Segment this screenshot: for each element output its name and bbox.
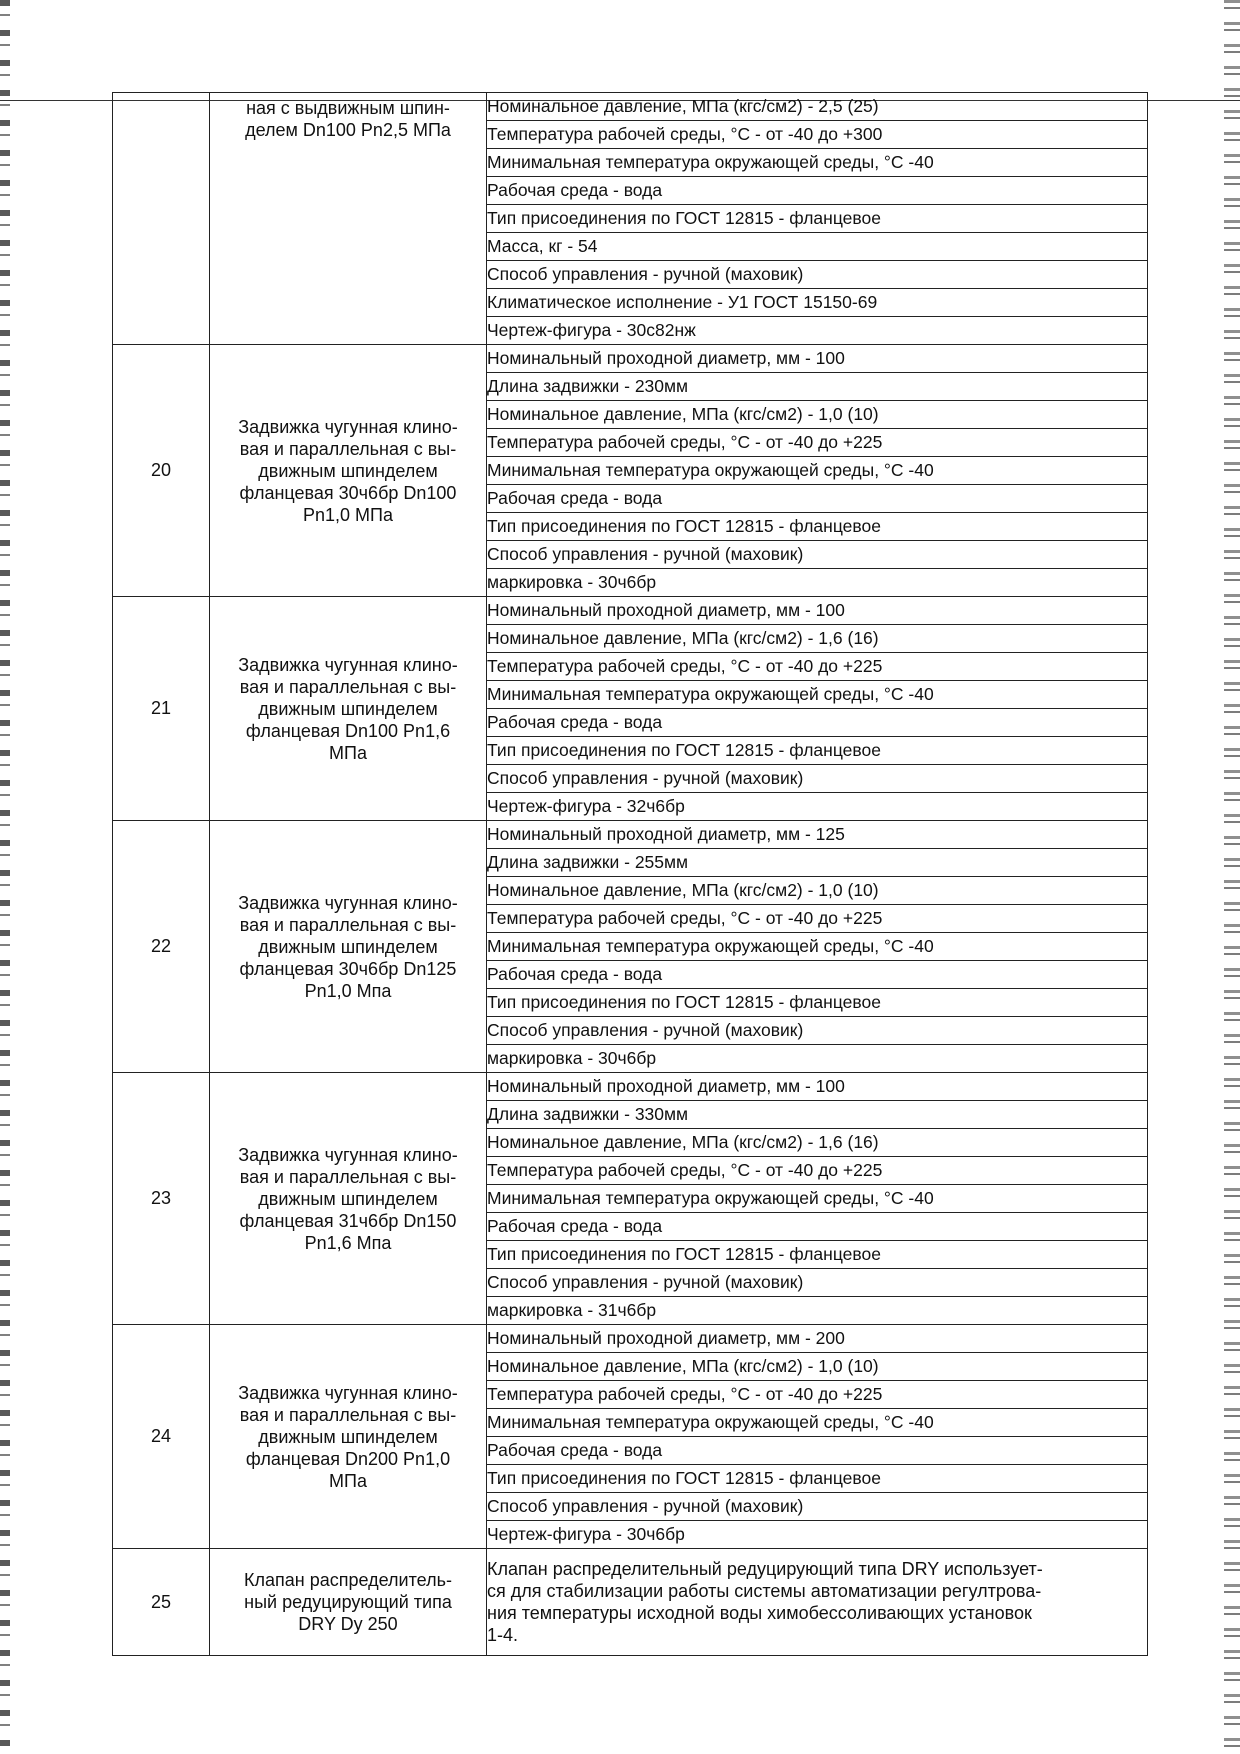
item-parameter: Способ управления - ручной (маховик) (487, 1017, 1148, 1045)
scan-edge-left (0, 0, 10, 1754)
item-parameter: Рабочая среда - вода (487, 961, 1148, 989)
item-parameter: Температура рабочей среды, °С - от -40 до +225 (487, 905, 1148, 933)
item-parameter: Чертеж-фигура - 30ч6бр (487, 1521, 1148, 1549)
item-parameter: Длина задвижки - 230мм (487, 373, 1148, 401)
item-name: Задвижка чугунная клино- вая и параллельная с вы- движным шпинделем фланцевая Dn100 Pn1,6 МПа (210, 597, 487, 821)
item-parameter: Температура рабочей среды, °С - от -40 до +225 (487, 429, 1148, 457)
item-number: 25 (113, 1549, 210, 1656)
item-parameter: Температура рабочей среды, °С - от -40 до +225 (487, 1381, 1148, 1409)
item-description: Клапан распределительный редуцирующий типа DRY использует- ся для стабилизации работы системы автоматизации регултрова- ния температуры исходной воды химобессоливающих установок 1-4. (487, 1549, 1148, 1656)
item-parameter: Номинальный проходной диаметр, мм - 100 (487, 345, 1148, 373)
table-row (113, 1073, 1148, 1101)
item-name: Задвижка чугунная клино- вая и параллельная с вы- движным шпинделем фланцевая 30ч6бр Dn100 Pn1,0 МПа (210, 345, 487, 597)
item-parameter: Климатическое исполнение - У1 ГОСТ 15150-69 (487, 289, 1148, 317)
item-parameter: Тип присоединения по ГОСТ 12815 - фланцевое (487, 737, 1148, 765)
item-parameter: Номинальное давление, МПа (кгс/см2) - 1,0 (10) (487, 877, 1148, 905)
item-parameter: Минимальная температура окружающей среды, °С -40 (487, 457, 1148, 485)
item-number: 24 (113, 1325, 210, 1549)
item-parameter: Длина задвижки - 330мм (487, 1101, 1148, 1129)
table-row (113, 597, 1148, 625)
item-parameter: Минимальная температура окружающей среды, °С -40 (487, 149, 1148, 177)
specification-table (112, 92, 1148, 1656)
specification-table-body (113, 93, 1148, 1656)
item-parameter: Рабочая среда - вода (487, 1437, 1148, 1465)
item-parameter: Чертеж-фигура - 30с82нж (487, 317, 1148, 345)
item-parameter: Номинальный проходной диаметр, мм - 125 (487, 821, 1148, 849)
item-number: 22 (113, 821, 210, 1073)
item-name: Задвижка чугунная клино- вая и параллельная с вы- движным шпинделем фланцевая 30ч6бр Dn125 Pn1,0 Мпа (210, 821, 487, 1073)
item-parameter: Номинальное давление, МПа (кгс/см2) - 1,0 (10) (487, 401, 1148, 429)
item-parameter: Способ управления - ручной (маховик) (487, 261, 1148, 289)
item-parameter: Рабочая среда - вода (487, 485, 1148, 513)
item-parameter: Минимальная температура окружающей среды, °С -40 (487, 933, 1148, 961)
item-parameter: маркировка - 30ч6бр (487, 1045, 1148, 1073)
item-parameter: Способ управления - ручной (маховик) (487, 765, 1148, 793)
item-parameter: Масса, кг - 54 (487, 233, 1148, 261)
item-parameter: Способ управления - ручной (маховик) (487, 1269, 1148, 1297)
item-name: Задвижка чугунная клино- вая и параллельная с вы- движным шпинделем фланцевая 31ч6бр Dn150 Pn1,6 Мпа (210, 1073, 487, 1325)
item-parameter: Тип присоединения по ГОСТ 12815 - фланцевое (487, 989, 1148, 1017)
item-parameter: Длина задвижки - 255мм (487, 849, 1148, 877)
item-parameter: Температура рабочей среды, °С - от -40 до +225 (487, 653, 1148, 681)
item-parameter: Минимальная температура окружающей среды, °С -40 (487, 1185, 1148, 1213)
item-parameter: Номинальное давление, МПа (кгс/см2) - 1,0 (10) (487, 1353, 1148, 1381)
item-parameter: Номинальное давление, МПа (кгс/см2) - 1,6 (16) (487, 1129, 1148, 1157)
item-parameter: Рабочая среда - вода (487, 1213, 1148, 1241)
table-row (113, 93, 1148, 121)
item-parameter: Рабочая среда - вода (487, 709, 1148, 737)
item-number: 21 (113, 597, 210, 821)
item-parameter: Номинальный проходной диаметр, мм - 200 (487, 1325, 1148, 1353)
item-parameter: Тип присоединения по ГОСТ 12815 - фланцевое (487, 513, 1148, 541)
item-parameter: Номинальное давление, МПа (кгс/см2) - 2,5 (25) (487, 93, 1148, 121)
item-parameter: Способ управления - ручной (маховик) (487, 541, 1148, 569)
item-parameter: маркировка - 30ч6бр (487, 569, 1148, 597)
item-parameter: Способ управления - ручной (маховик) (487, 1493, 1148, 1521)
item-parameter: Тип присоединения по ГОСТ 12815 - фланцевое (487, 1241, 1148, 1269)
item-parameter: Рабочая среда - вода (487, 177, 1148, 205)
item-parameter: Тип присоединения по ГОСТ 12815 - фланцевое (487, 205, 1148, 233)
item-parameter: Минимальная температура окружающей среды, °С -40 (487, 681, 1148, 709)
item-name: Задвижка чугунная клино- вая и параллельная с вы- движным шпинделем фланцевая Dn200 Pn1,0 МПа (210, 1325, 487, 1549)
item-number: 20 (113, 345, 210, 597)
table-row (113, 821, 1148, 849)
table-row (113, 1325, 1148, 1353)
item-number: 23 (113, 1073, 210, 1325)
item-number (113, 93, 210, 345)
table-row (113, 1549, 1148, 1656)
scan-edge-right (1224, 0, 1240, 1754)
item-parameter: Номинальное давление, МПа (кгс/см2) - 1,6 (16) (487, 625, 1148, 653)
item-parameter: Номинальный проходной диаметр, мм - 100 (487, 597, 1148, 625)
table-row (113, 345, 1148, 373)
item-parameter: Номинальный проходной диаметр, мм - 100 (487, 1073, 1148, 1101)
item-name: ная с выдвижным шпин- делем Dn100 Pn2,5 МПа (210, 93, 487, 345)
item-parameter: Температура рабочей среды, °С - от -40 до +225 (487, 1157, 1148, 1185)
item-parameter: Тип присоединения по ГОСТ 12815 - фланцевое (487, 1465, 1148, 1493)
item-parameter: Чертеж-фигура - 32ч6бр (487, 793, 1148, 821)
item-name: Клапан распределитель- ный редуцирующий типа DRY Dy 250 (210, 1549, 487, 1656)
item-parameter: Температура рабочей среды, °С - от -40 до +300 (487, 121, 1148, 149)
item-parameter: маркировка - 31ч6бр (487, 1297, 1148, 1325)
item-parameter: Минимальная температура окружающей среды, °С -40 (487, 1409, 1148, 1437)
